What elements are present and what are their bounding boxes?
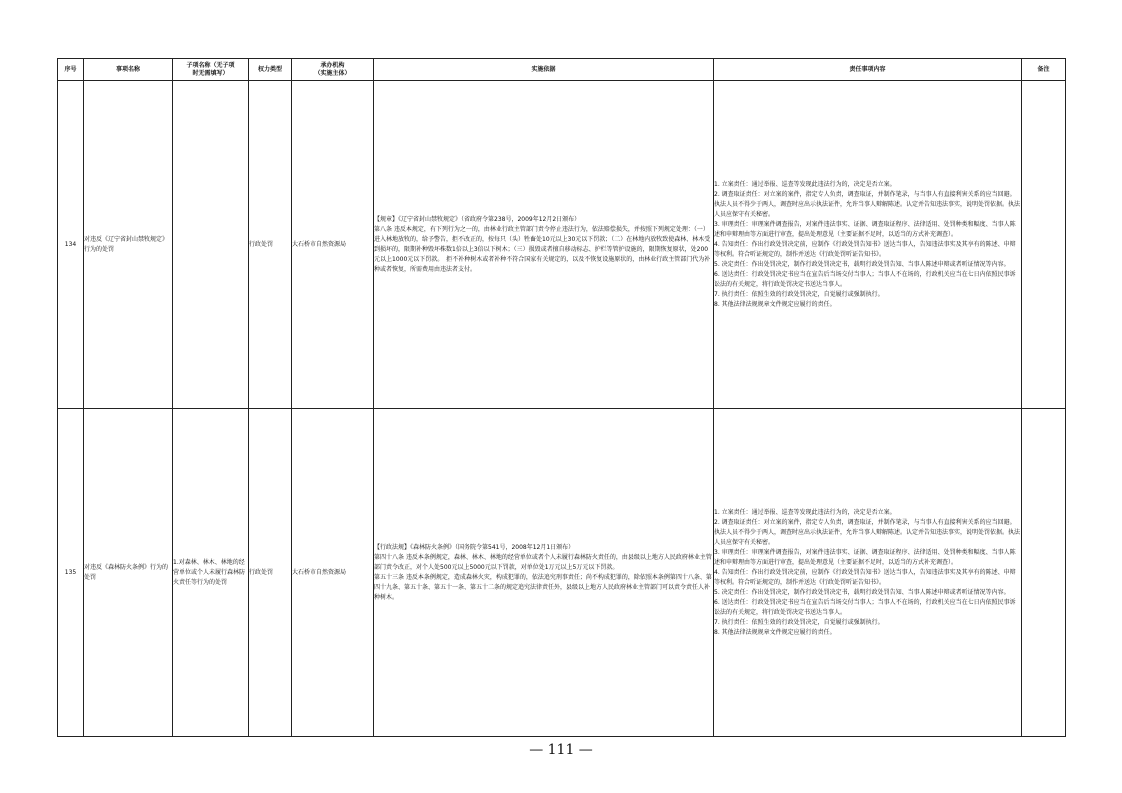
responsibility-line: 8. 其他法律法规规章文件规定应履行的责任。 bbox=[714, 300, 836, 308]
cell-subitem bbox=[173, 81, 249, 409]
basis-line: 第四十八条 违反本条例规定，森林、林木、林地的经营单位或者个人未履行森林防火责任的，由县级以上地方人民政府林业主管部门责令改正，对个人处500元以上5000元以下罚款，对单位处1万元以上5万元以下罚款。 bbox=[374, 553, 712, 571]
cell-remarks bbox=[1022, 81, 1066, 409]
header-subitem bbox=[173, 59, 249, 81]
cell-basis bbox=[374, 81, 714, 409]
cell-responsibility bbox=[714, 81, 1022, 409]
cell-responsibility bbox=[714, 409, 1022, 737]
cell-subitem: 1.对森林、林木、林地的经营单位或个人未履行森林防火责任等行为的处罚 bbox=[173, 409, 249, 737]
responsibility-line: 8. 其他法律法规规章文件规定应履行的责任。 bbox=[714, 628, 836, 636]
responsibility-line: 2. 调查取证责任：对立案的案件，指定专人负责，调查取证，并制作笔录，与当事人有直接利害关系的应当回避。执法人员不得少于两人，调查时应出示执法证件，允许当事人辩解陈述。认定并告知违法事实，说明处罚依据。执法人员应保守有关秘密。 bbox=[714, 190, 1021, 218]
header-item: 事项名称 bbox=[84, 59, 173, 81]
header-seq: 序号 bbox=[58, 59, 84, 81]
responsibility-line: 3. 审理责任：审理案件调查报告，对案件违法事实、证据、调查取证程序、法律适用、处罚种类和幅度、当事人陈述和申辩理由等方面进行审查，提出处理意见（主要证据不足时，以适当的方式补充调查）。 bbox=[714, 220, 1016, 238]
header-subitem-line1: 子项名称（无子项 bbox=[186, 61, 235, 69]
cell-power-type: 行政处罚 bbox=[249, 409, 292, 737]
header-responsibility: 责任事项内容 bbox=[714, 59, 1022, 81]
cell-agency: 大石桥市自然资源局 bbox=[292, 409, 374, 737]
basis-line: 【行政法规】《森林防火条例》（国务院令第541号，2008年12月1日颁布） bbox=[374, 543, 575, 551]
responsibility-line: 6. 送达责任：行政处罚决定书应当在宣告后当场交付当事人；当事人不在场的，行政机关应当在七日内依照民事诉讼法的有关规定，将行政处罚决定书送达当事人。 bbox=[714, 270, 1016, 288]
responsibility-line: 3. 审理责任：审理案件调查报告，对案件违法事实、证据、调查取证程序、法律适用、处罚种类和幅度、当事人陈述和申辩理由等方面进行审查，提出处理意见（主要证据不足时，以适当的方式补充调查）。 bbox=[714, 548, 1016, 566]
responsibility-line: 4. 告知责任：作出行政处罚决定前，应制作《行政处罚告知书》送达当事人，告知违法事实及其享有的陈述、申辩等权利。符合听证规定的，制作并送达《行政处罚听证告知书》。 bbox=[714, 240, 1016, 258]
cell-basis bbox=[374, 409, 714, 737]
cell-seq: 134 bbox=[58, 81, 84, 409]
cell-item: 对违反《辽宁省封山禁牧规定》行为的处罚 bbox=[84, 81, 173, 409]
page-number: — 111 — bbox=[529, 742, 593, 758]
basis-line: 第八条 违反本规定，有下列行为之一的，由林业行政主管部门责令停止违法行为，依法赔偿损失，并按照下列规定处理：（一）进入林地放牧的，给予警告，拒不改正的，按每只（头）牲畜处10元以上30元以下罚款；（二）在林地内放牧致使森林、林木受到损坏的，限期补种毁坏株数1倍以上3倍以下树木；（三）损毁或者擅自移动标志、护栏等管护设施的，限期恢复原状，处200元以上1000元以下罚款。 拒不补种树木或者补种不符合国家有关规定的，以及不恢复设施原状的，由林业行政主管部门代为补种或者恢复，所需费用由违法者支付。 bbox=[374, 225, 711, 273]
header-remarks: 备注 bbox=[1022, 59, 1066, 81]
responsibility-line: 2. 调查取证责任：对立案的案件，指定专人负责，调查取证，并制作笔录，与当事人有直接利害关系的应当回避。执法人员不得少于两人，调查时应出示执法证件，允许当事人辩解陈述。认定并告知违法事实，说明处罚依据。执法人员应保守有关秘密。 bbox=[714, 518, 1021, 546]
cell-agency: 大石桥市自然资源局 bbox=[292, 81, 374, 409]
header-agency-line1: 承办机构 bbox=[320, 61, 345, 69]
cell-seq: 135 bbox=[58, 409, 84, 737]
basis-line: 第五十三条 违反本条例规定，造成森林火灾，构成犯罪的，依法追究刑事责任；尚不构成犯罪的，除依照本条例第四十八条、第四十九条、第五十条、第五十一条、第五十二条的规定追究法律责任外，县级以上地方人民政府林业主管部门可以责令责任人补种树木。 bbox=[374, 573, 712, 601]
responsibility-line: 1. 立案责任：通过举报、巡查等发现此违法行为的，决定是否立案。 bbox=[714, 180, 896, 188]
cell-power-type: 行政处罚 bbox=[249, 81, 292, 409]
responsibility-line: 1. 立案责任：通过举报、巡查等发现此违法行为的，决定是否立案。 bbox=[714, 508, 896, 516]
responsibility-line: 5. 决定责任：作出处罚决定，制作行政处罚决定书，载明行政处罚告知、当事人陈述申辩或者听证情况等内容。 bbox=[714, 260, 1010, 268]
responsibility-line: 4. 告知责任：作出行政处罚决定前，应制作《行政处罚告知书》送达当事人，告知违法事实及其享有的陈述、申辩等权利。符合听证规定的，制作并送达《行政处罚听证告知书》。 bbox=[714, 568, 1016, 586]
responsibility-line: 5. 决定责任：作出处罚决定，制作行政处罚决定书，载明行政处罚告知、当事人陈述申辩或者听证情况等内容。 bbox=[714, 588, 1010, 596]
header-subitem-line2: 时无需填写） bbox=[192, 69, 229, 77]
table-row bbox=[58, 81, 1066, 409]
responsibility-line: 7. 执行责任：依照生效的行政处罚决定，自觉履行或强制执行。 bbox=[714, 618, 884, 626]
header-basis: 实施依据 bbox=[374, 59, 714, 81]
responsibility-line: 7. 执行责任：依照生效的行政处罚决定，自觉履行或强制执行。 bbox=[714, 290, 884, 298]
table-row bbox=[58, 409, 1066, 737]
header-agency-line2: （实施主体） bbox=[314, 69, 351, 77]
header-agency bbox=[292, 59, 374, 81]
cell-remarks bbox=[1022, 409, 1066, 737]
table-header-row bbox=[58, 59, 1066, 81]
responsibility-line: 6. 送达责任：行政处罚决定书应当在宣告后当场交付当事人；当事人不在场的，行政机关应当在七日内依照民事诉讼法的有关规定，将行政处罚决定书送达当事人。 bbox=[714, 598, 1016, 616]
header-power-type: 权力类型 bbox=[249, 59, 292, 81]
basis-line: 【规章】《辽宁省封山禁牧规定》（省政府令第238号，2009年12月2日颁布） bbox=[374, 215, 581, 223]
power-list-table bbox=[57, 58, 1066, 737]
cell-item: 对违反《森林防火条例》行为的处罚 bbox=[84, 409, 173, 737]
